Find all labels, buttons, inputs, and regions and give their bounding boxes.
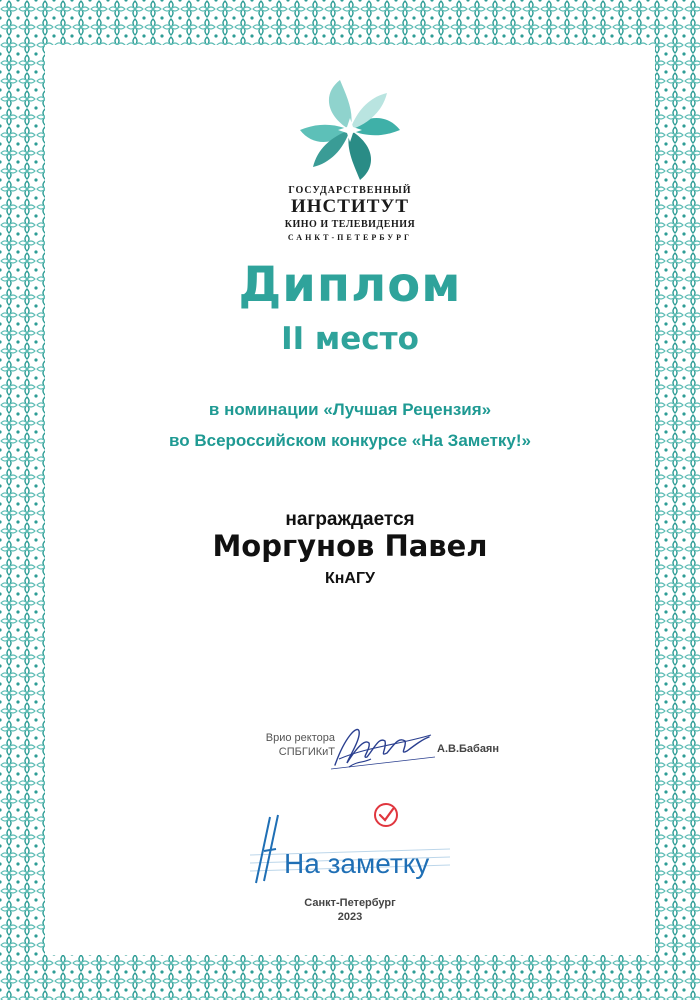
nomination-line1: в номинации «Лучшая Рецензия» <box>208 400 492 419</box>
handwritten-signature <box>327 717 437 777</box>
contest-logo-text: На заметку <box>284 848 430 879</box>
signer-position-line1: Врио ректора <box>265 732 335 744</box>
recipient-name: Моргунов Павел <box>212 529 488 563</box>
award-place: II место <box>281 321 419 357</box>
institute-name-line3: КИНО И ТЕЛЕВИДЕНИЯ <box>284 219 416 230</box>
signer-name: А.В.Бабаян <box>437 743 499 755</box>
institute-city: САНКТ-ПЕТЕРБУРГ <box>287 233 413 242</box>
diploma-title: Диплом <box>238 257 462 313</box>
awarded-label: награждается <box>285 509 415 530</box>
document-year: 2023 <box>337 911 363 923</box>
contest-logo <box>250 797 450 885</box>
institute-logo-icon <box>295 75 405 185</box>
institute-name-line1: ГОСУДАРСТВЕННЫЙ <box>288 185 412 196</box>
document-city: Санкт-Петербург <box>304 897 396 909</box>
institute-name-line2: ИНСТИТУТ <box>290 196 410 217</box>
signer-position <box>225 731 335 759</box>
diploma-content <box>45 45 655 955</box>
recipient-organization: КнАГУ <box>324 570 375 587</box>
signer-position-line2: СПБГИКиТ <box>278 746 335 758</box>
nomination-line2: во Всероссийском конкурсе «На Заметку!» <box>169 431 531 450</box>
